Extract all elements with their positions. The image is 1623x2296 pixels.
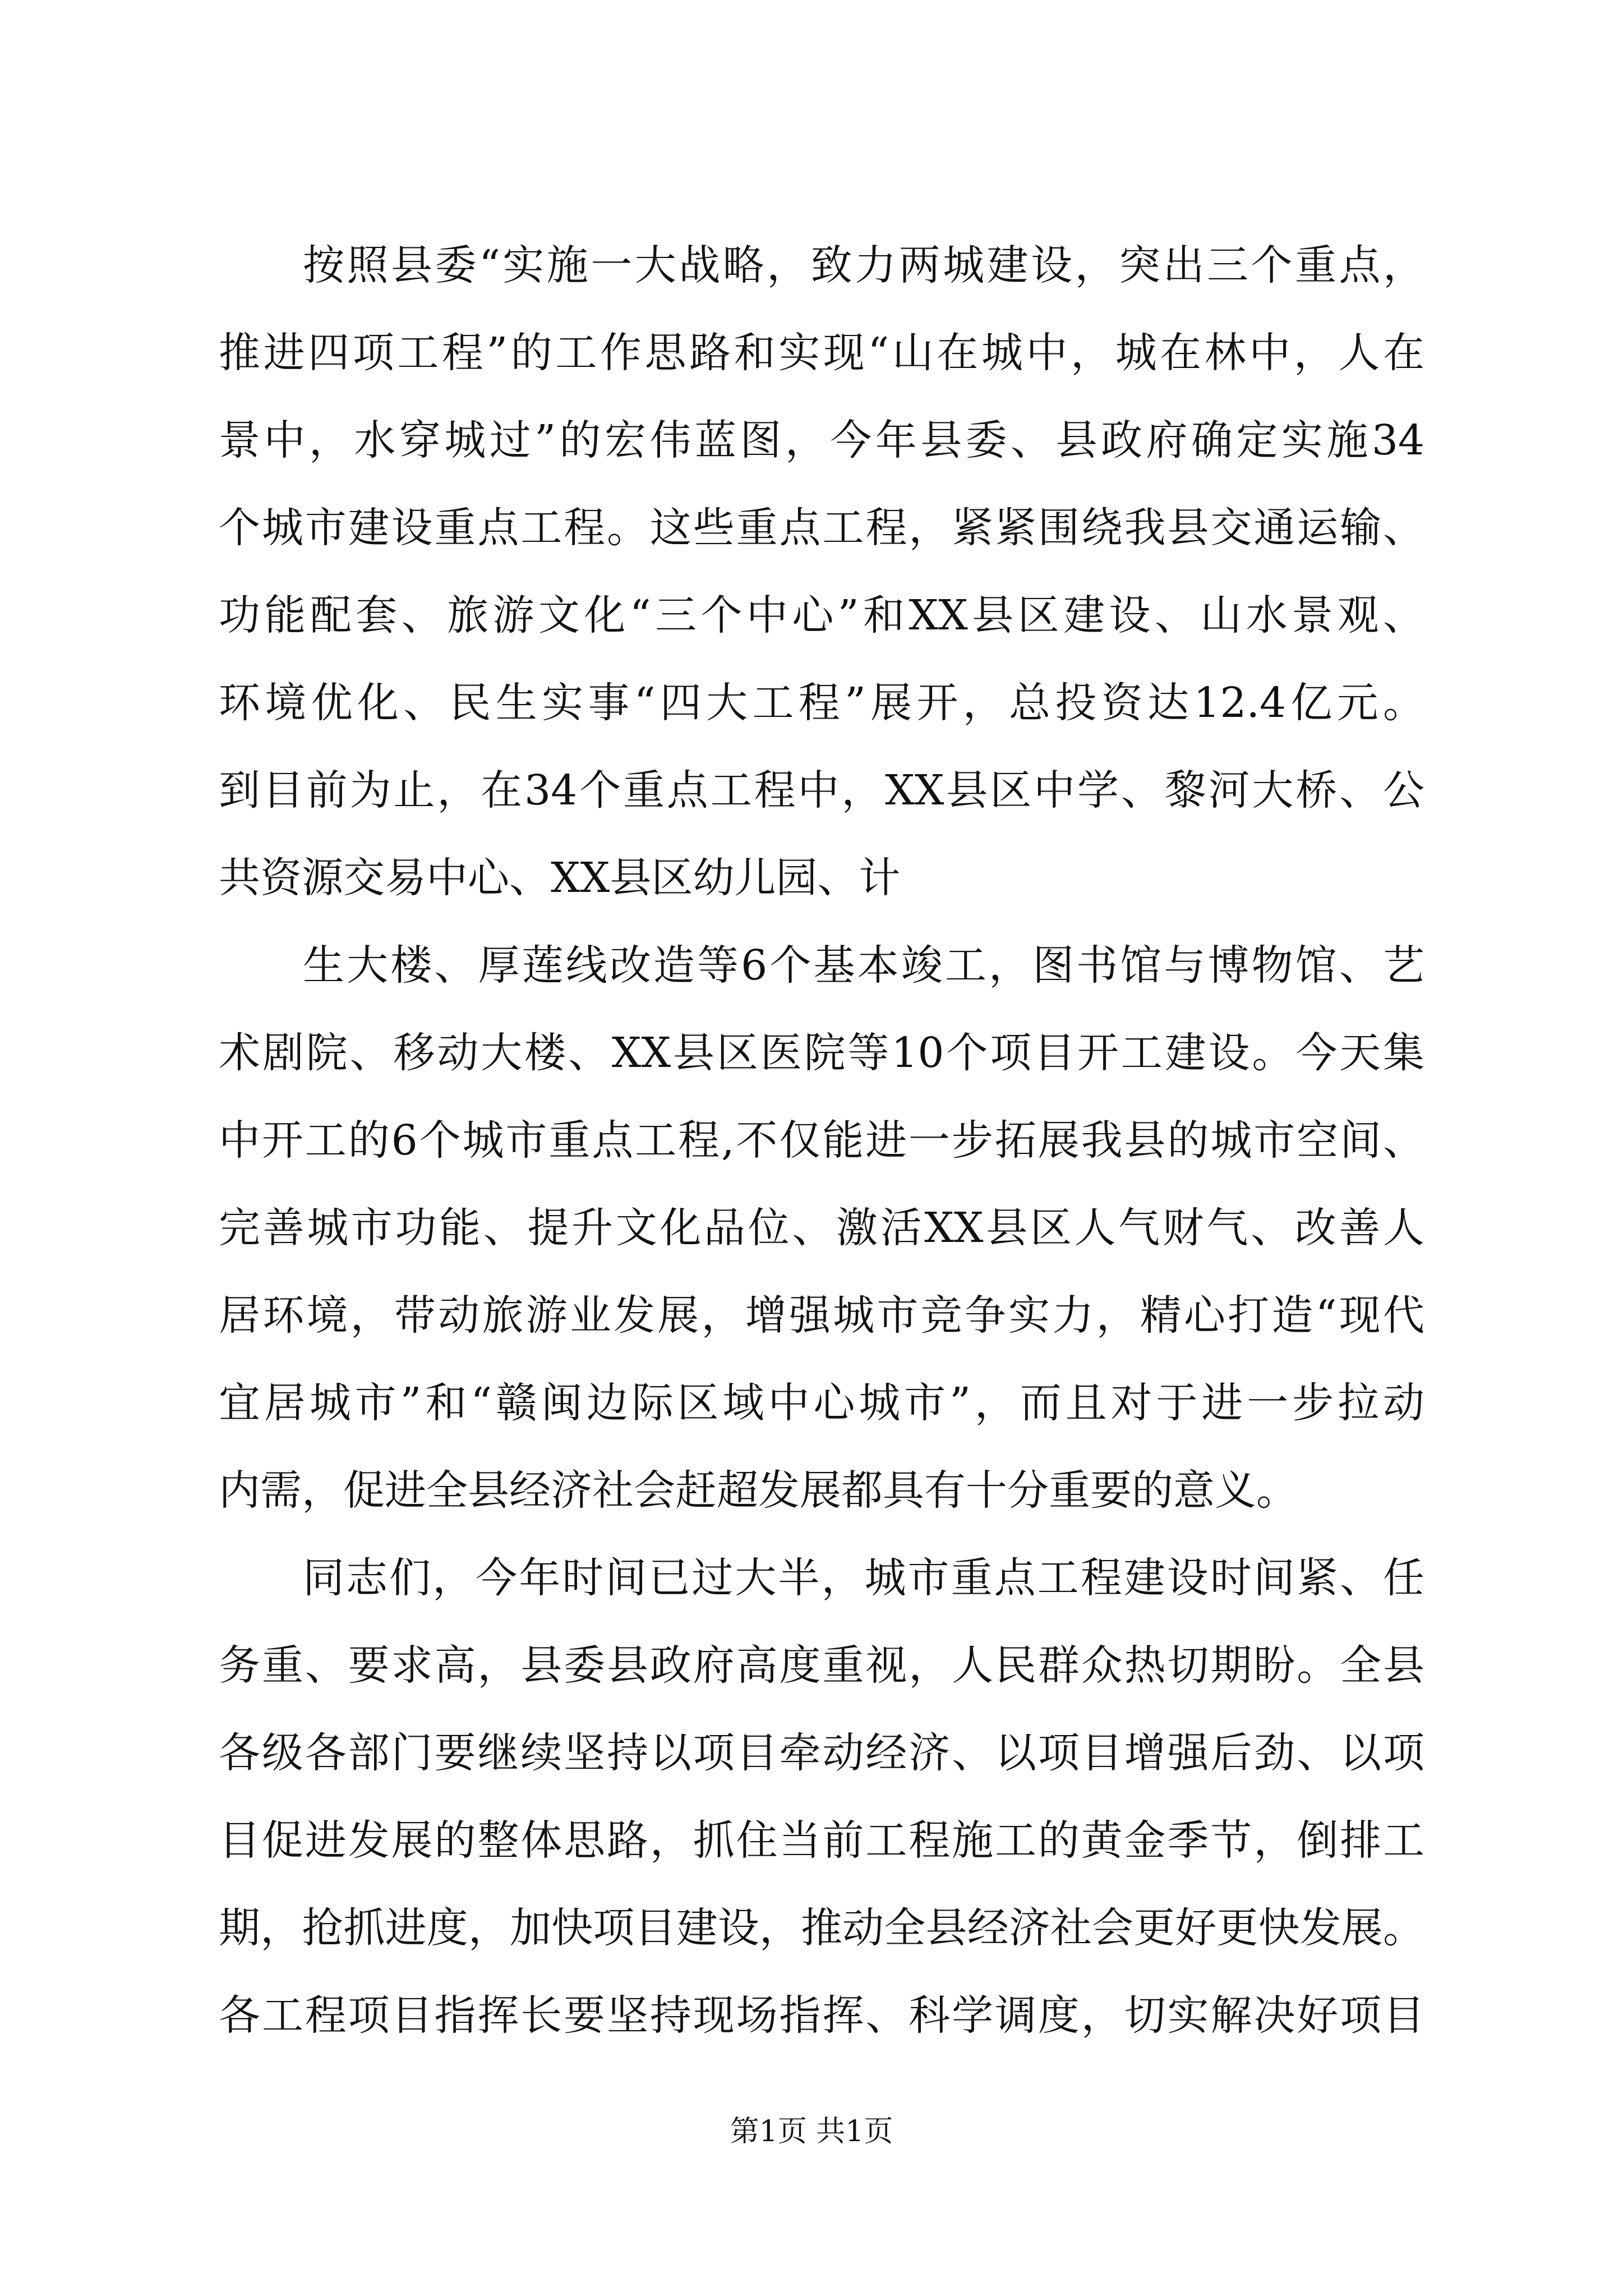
text-line: 居环境，带动旅游业发展，增强城市竞争实力，精心打造“现代	[219, 1291, 1424, 1340]
page-footer: 第1页 共1页	[730, 2115, 893, 2148]
text-line: 各级各部门要继续坚持以项目牵动经济、以项目增强后劲、以项	[219, 1729, 1424, 1777]
text-line: 内需，促进全县经济社会赶超发展都具有十分重要的意义。	[219, 1466, 1298, 1515]
text-line: 期，抢抓进度，加快项目建设，推动全县经济社会更好更快发展。	[219, 1904, 1424, 1952]
text-line: 各工程项目指挥长要坚持现场指挥、科学调度，切实解决好项目	[219, 1991, 1424, 2040]
text-line: 完善城市功能、提升文化品位、激活XX县区人气财气、改善人	[219, 1204, 1424, 1252]
document-body	[219, 222, 1424, 2059]
text-line: 个城市建设重点工程。这些重点工程，紧紧围绕我县交通运输、	[219, 504, 1424, 552]
text-line: 推进四项工程”的工作思路和实现“山在城中，城在林中，人在	[219, 329, 1424, 377]
text-line: 环境优化、民生实事“四大工程”展开，总投资达12.4亿元。	[219, 679, 1424, 727]
text-line: 共资源交易中心、XX县区幼儿园、计	[219, 854, 901, 902]
text-line: 目促进发展的整体思路，抓住当前工程施工的黄金季节，倒排工	[219, 1816, 1424, 1865]
text-line: 功能配套、旅游文化“三个中心”和XX县区建设、山水景观、	[219, 591, 1424, 639]
text-line: 同志们，今年时间已过大半，城市重点工程建设时间紧、任	[303, 1554, 1424, 1602]
text-line: 宜居城市”和“赣闽边际区域中心城市”，而且对于进一步拉动	[219, 1379, 1424, 1427]
text-line: 生大楼、厚莲线改造等6个基本竣工，图书馆与博物馆、艺	[303, 941, 1424, 990]
text-line: 中开工的6个城市重点工程,不仅能进一步拓展我县的城市空间、	[219, 1116, 1424, 1165]
text-line: 术剧院、移动大楼、XX县区医院等10个项目开工建设。今天集	[219, 1029, 1424, 1077]
text-line: 到目前为止，在34个重点工程中，XX县区中学、黎河大桥、公	[219, 766, 1424, 815]
text-line: 按照县委“实施一大战略，致力两城建设，突出三个重点，	[303, 241, 1424, 289]
text-line: 务重、要求高，县委县政府高度重视，人民群众热切期盼。全县	[219, 1641, 1424, 1690]
text-line: 景中，水穿城过”的宏伟蓝图，今年县委、县政府确定实施34	[219, 416, 1424, 464]
